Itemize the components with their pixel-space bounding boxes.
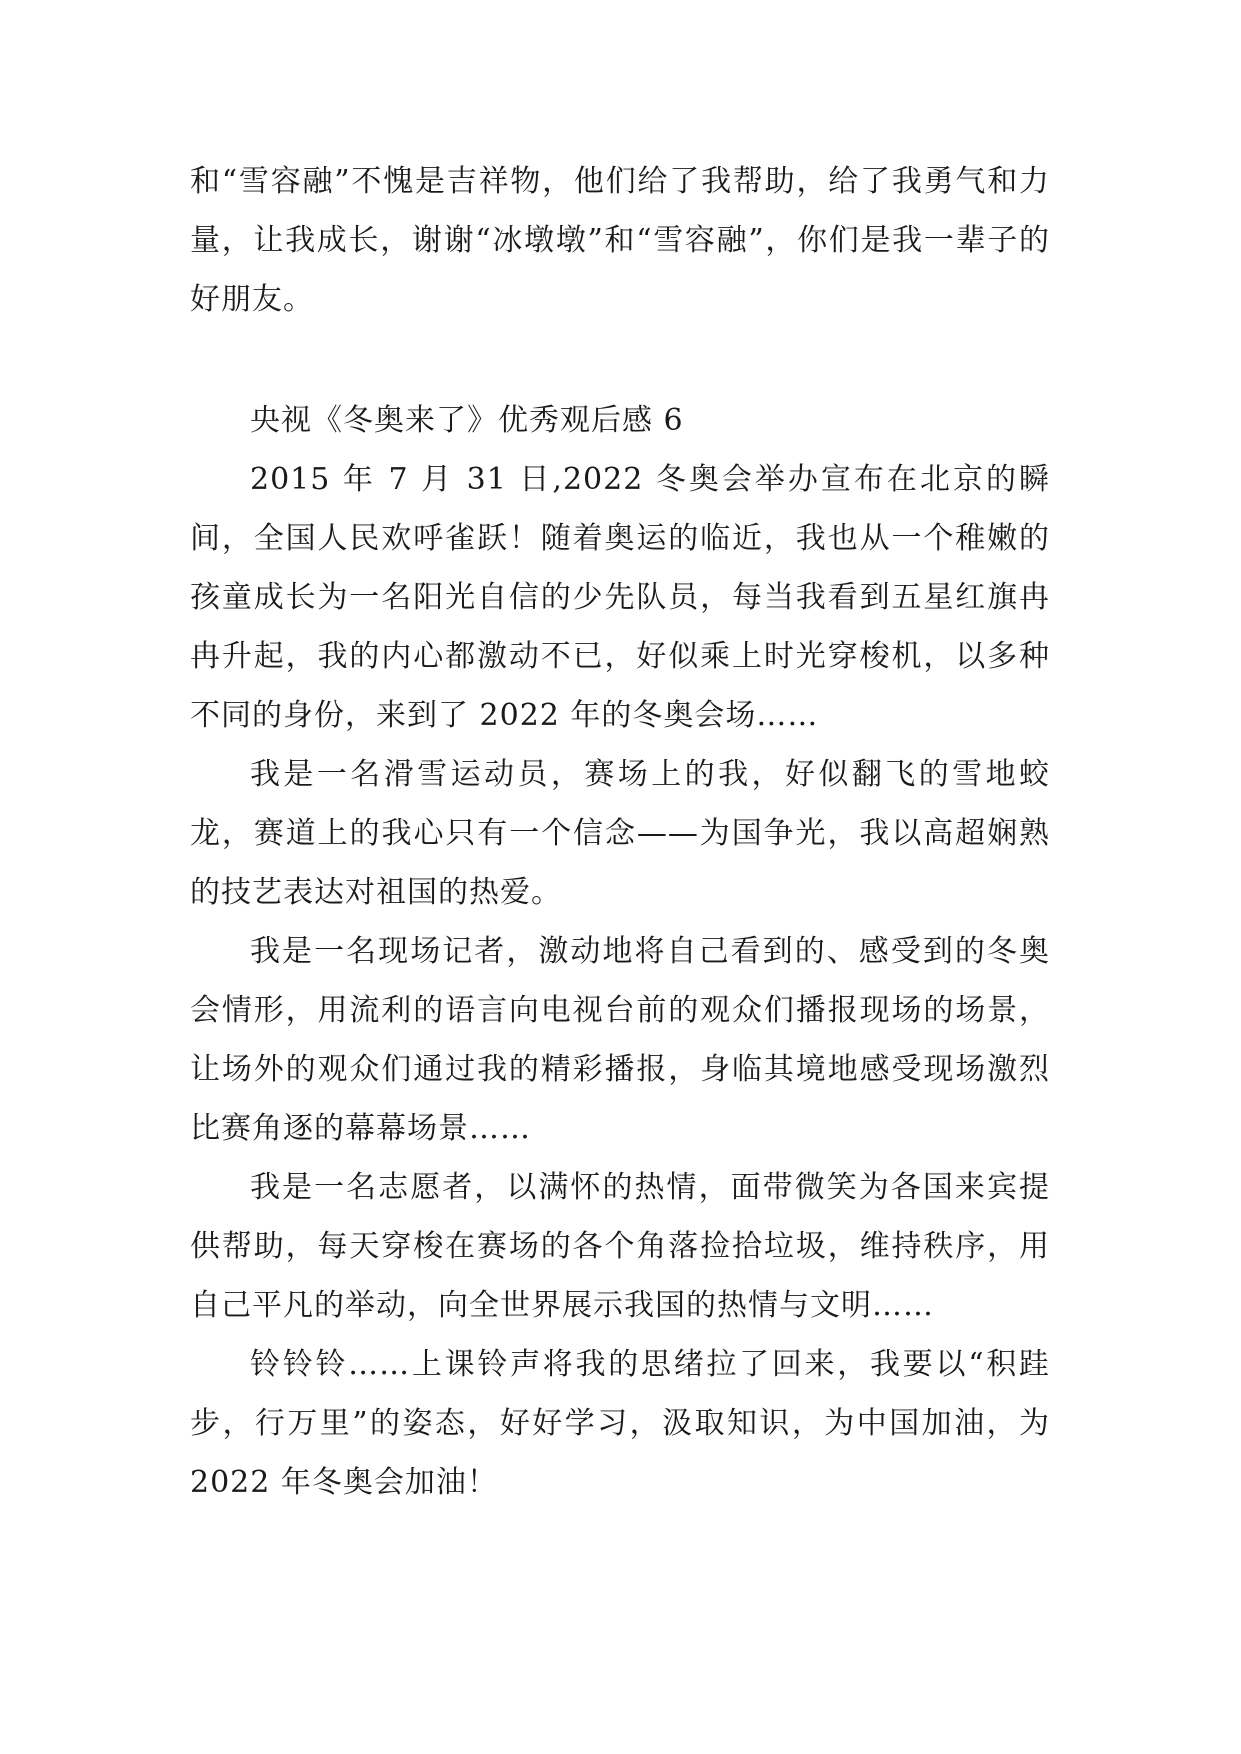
- paragraph-3: 我是一名现场记者，激动地将自己看到的、感受到的冬奥会情形，用流利的语言向电视台前的观众们播报现场的场景，让场外的观众们通过我的精彩播报，身临其境地感受现场激烈比赛角逐的幕幕场景……: [190, 934, 1050, 1146]
- section-heading: 央视《冬奥来了》优秀观后感 6: [250, 403, 684, 438]
- continuation-paragraph: 和“雪容融”不愧是吉祥物，他们给了我帮助，给了我勇气和力量，让我成长，谢谢“冰墩墩”和“雪容融”，你们是我一辈子的好朋友。: [190, 164, 1050, 317]
- paragraph-1: 2015 年 7 月 31 日,2022 冬奥会举办宣布在北京的瞬间，全国人民欢呼雀跃！随着奥运的临近，我也从一个稚嫩的孩童成长为一名阳光自信的少先队员，每当我看到五星红旗冉冉升起，我的内心都激动不已，好似乘上时光穿梭机，以多种不同的身份，来到了 2022 年的冬奥会场……: [190, 462, 1050, 733]
- paragraph-4: 我是一名志愿者，以满怀的热情，面带微笑为各国来宾提供帮助，每天穿梭在赛场的各个角落捡拾垃圾，维持秩序，用自己平凡的举动，向全世界展示我国的热情与文明……: [190, 1170, 1050, 1323]
- article-body: [190, 152, 1050, 1512]
- paragraph-5: 铃铃铃……上课铃声将我的思绪拉了回来，我要以“积跬步，行万里”的姿态，好好学习，汲取知识，为中国加油，为 2022 年冬奥会加油！: [190, 1347, 1050, 1500]
- paragraph-2: 我是一名滑雪运动员，赛场上的我，好似翻飞的雪地蛟龙，赛道上的我心只有一个信念——为国争光，我以高超娴熟的技艺表达对祖国的热爱。: [190, 757, 1050, 910]
